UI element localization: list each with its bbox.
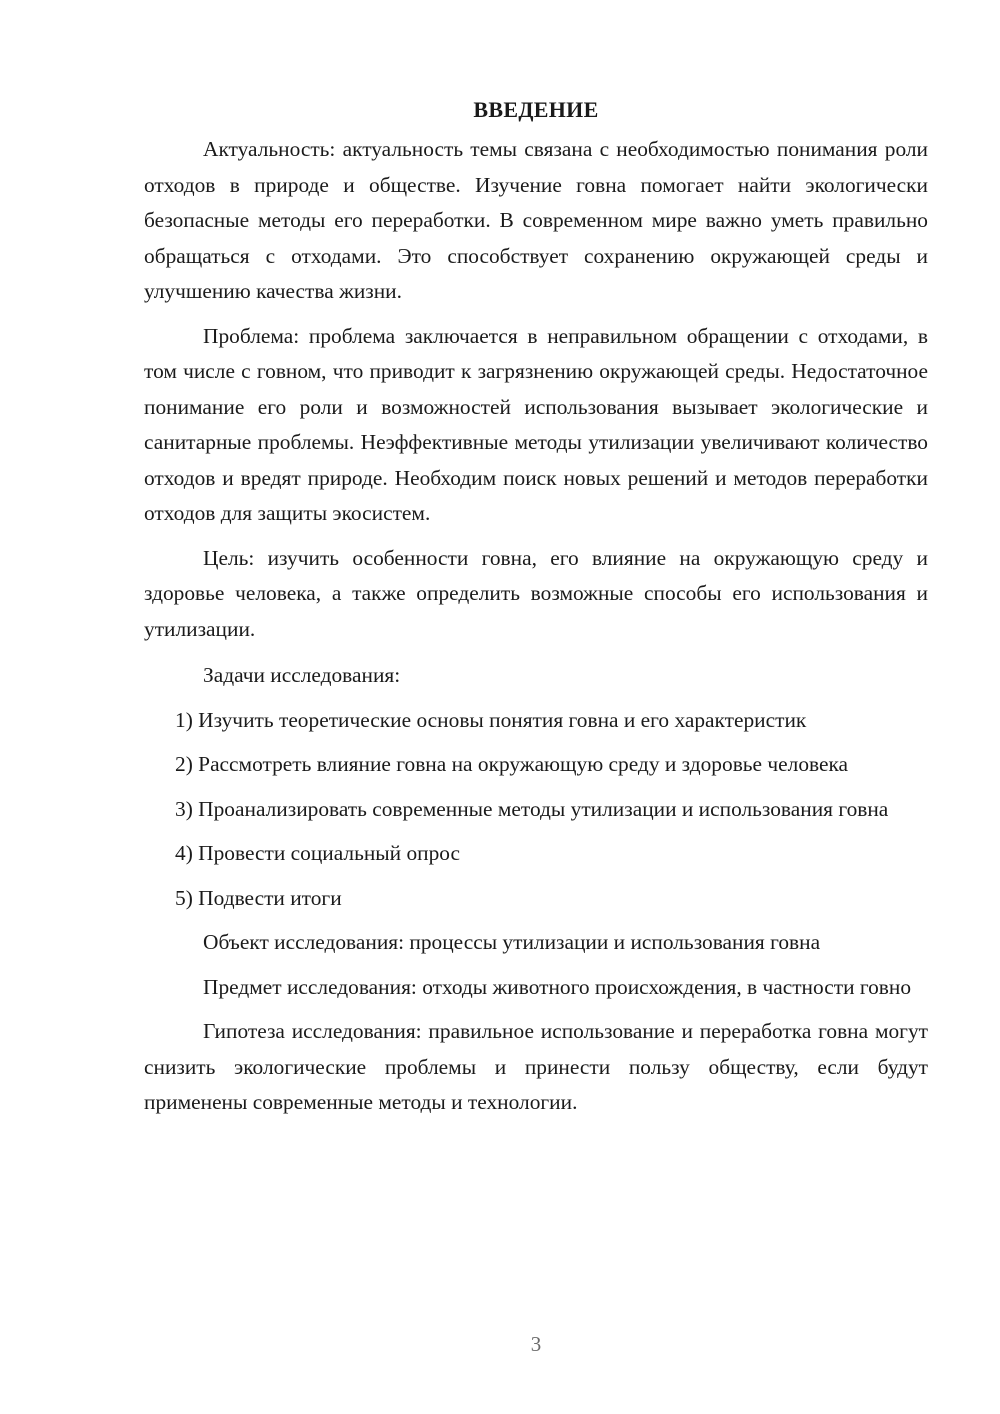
section-title: ВВЕДЕНИЕ: [473, 97, 599, 122]
paragraph-hypothesis: Гипотеза исследования: правильное использование и переработка говна могут снизить экологические проблемы и принести пользу обществу, если будут применены современные методы и технологии.: [144, 1019, 928, 1114]
task-item: 1) Изучить теоретические основы понятия говна и его характеристик: [175, 707, 807, 732]
document-page: [144, 92, 928, 1130]
paragraph-subject: Предмет исследования: отходы животного происхождения, в частности говно: [203, 974, 912, 999]
paragraph-relevance: Актуальность: актуальность темы связана с необходимостью понимания роли отходов в природе и обществе. Изучение говна помогает найти экологически безопасные методы его переработки. В современном мире важно уметь правильно обращаться с отходами. Это способствует сохранению окружающей среды и улучшению качества жизни.: [144, 137, 928, 303]
task-item: 4) Провести социальный опрос: [175, 841, 461, 865]
task-item: 2) Рассмотреть влияние говна на окружающую среду и здоровье человека: [175, 752, 849, 776]
task-item: 5) Подвести итоги: [175, 885, 342, 910]
page-number: 3: [530, 1332, 542, 1356]
paragraph-problem: Проблема: проблема заключается в неправильном обращении с отходами, в том числе с говном, что приводит к загрязнению окружающей среды. Недостаточное понимание его роли и возможностей использования вызывает экологические и санитарные проблемы. Неэффективные методы утилизации увеличивают количество отходов и вредят природе. Необходим поиск новых решений и методов переработки отходов для защиты экосистем.: [144, 323, 928, 525]
paragraph-goal: Цель: изучить особенности говна, его влияние на окружающую среду и здоровье человека, а также определить возможные способы его использования и утилизации.: [144, 545, 928, 641]
paragraph-object: Объект исследования: процессы утилизации и использования говна: [203, 930, 821, 954]
tasks-heading: Задачи исследования:: [203, 663, 401, 687]
task-item: 3) Проанализировать современные методы утилизации и использования говна: [175, 796, 889, 821]
